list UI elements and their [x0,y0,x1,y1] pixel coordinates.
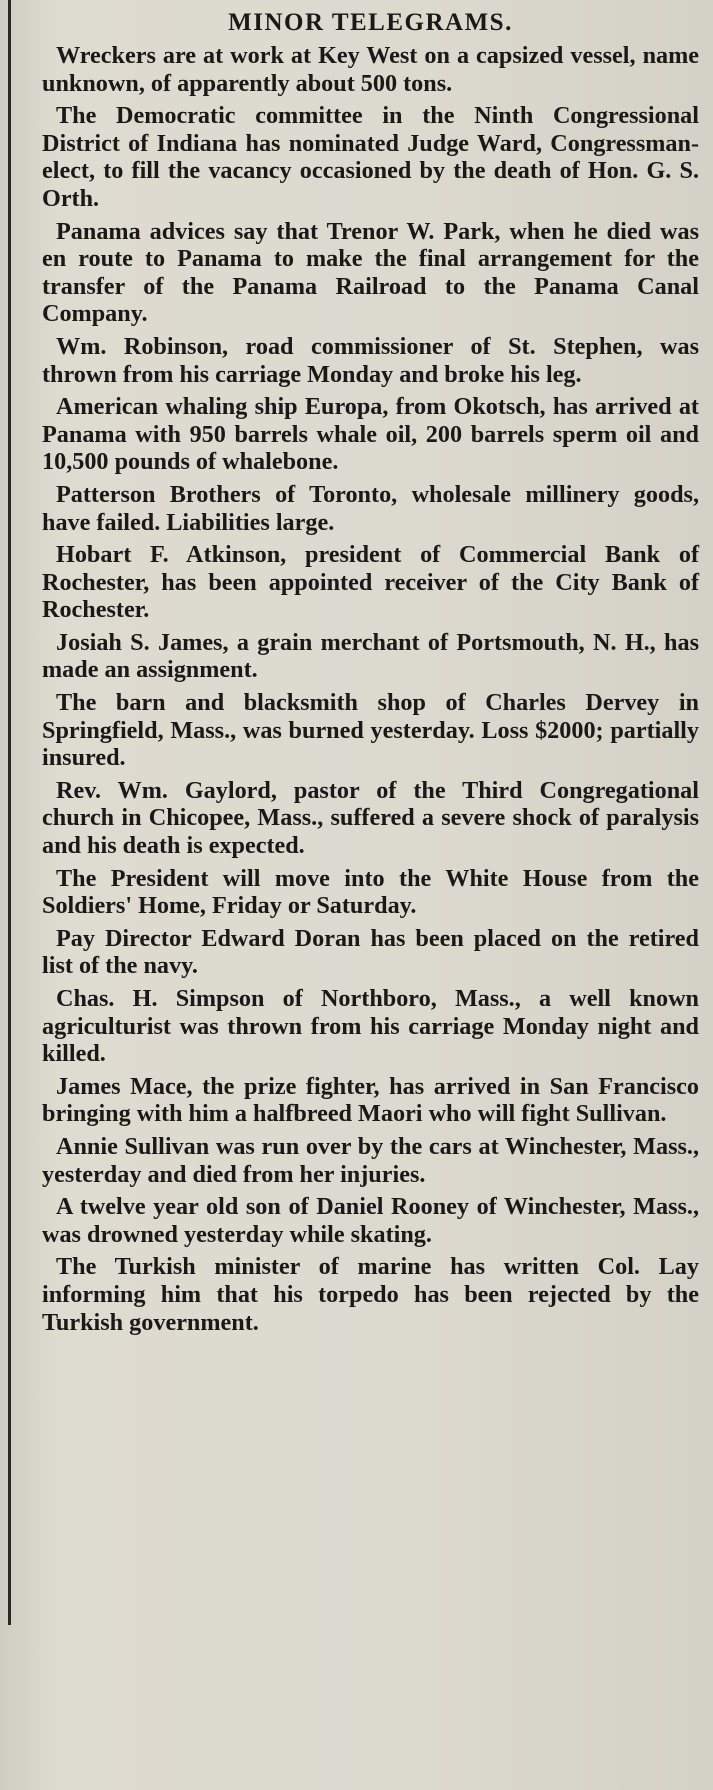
news-item: The barn and blacksmith shop of Charles Dervey in Springfield, Mass., was burned yesterday. Loss $2000; partially insured. [42,689,699,772]
news-item: Annie Sullivan was run over by the cars at Winchester, Mass., yesterday and died from her injuries. [42,1132,699,1188]
news-item: A twelve year old son of Daniel Rooney of Winchester, Mass., was drowned yesterday while skating. [42,1193,699,1248]
news-item: Pay Director Edward Doran has been placed on the retired list of the navy. [42,924,699,980]
news-item: Josiah S. James, a grain merchant of Portsmouth, N. H., has made an assignment. [42,628,699,684]
news-item: Wm. Robinson, road commissioner of St. Stephen, was thrown from his carriage Monday and broke his leg. [42,332,699,388]
news-item: Hobart F. Atkinson, president of Commercial Bank of Rochester, has been appointed receiver of the City Bank of Rochester. [42,541,699,624]
news-item: Panama advices say that Trenor W. Park, when he died was en route to Panama to make the final arrangement for the transfer of the Panama Railroad to the Panama Canal Company. [42,217,699,328]
column-rule [8,0,11,1625]
news-item: American whaling ship Europa, from Okotsch, has arrived at Panama with 950 barrels whale oil, 200 barrels sperm oil and 10,500 pounds of whalebone. [42,393,699,476]
news-item: The President will move into the White House from the Soldiers' Home, Friday or Saturday. [42,864,699,920]
headline: MINOR TELEGRAMS. [228,9,513,36]
news-item: The Turkish minister of marine has written Col. Lay informing him that his torpedo has been rejected by the Turkish government. [42,1253,699,1336]
news-item: James Mace, the prize fighter, has arrived in San Francisco bringing with him a halfbreed Maori who will fight Sullivan. [42,1072,699,1128]
news-item: Rev. Wm. Gaylord, pastor of the Third Congregational church in Chicopee, Mass., suffered a severe shock of paralysis and his death is expected. [42,776,699,860]
news-item: Wreckers are at work at Key West on a capsized vessel, name unknown, of apparently about 500 tons. [42,42,699,97]
news-item: The Democratic committee in the Ninth Congressional District of Indiana has nominated Judge Ward, Congressman-elect, to fill the vacancy occasioned by the death of Hon. G. S. Orth. [42,102,699,212]
news-item: Chas. H. Simpson of Northboro, Mass., a well known agriculturist was thrown from his carriage Monday night and killed. [42,985,699,1068]
news-item: Patterson Brothers of Toronto, wholesale millinery goods, have failed. Liabilities large. [42,480,699,536]
